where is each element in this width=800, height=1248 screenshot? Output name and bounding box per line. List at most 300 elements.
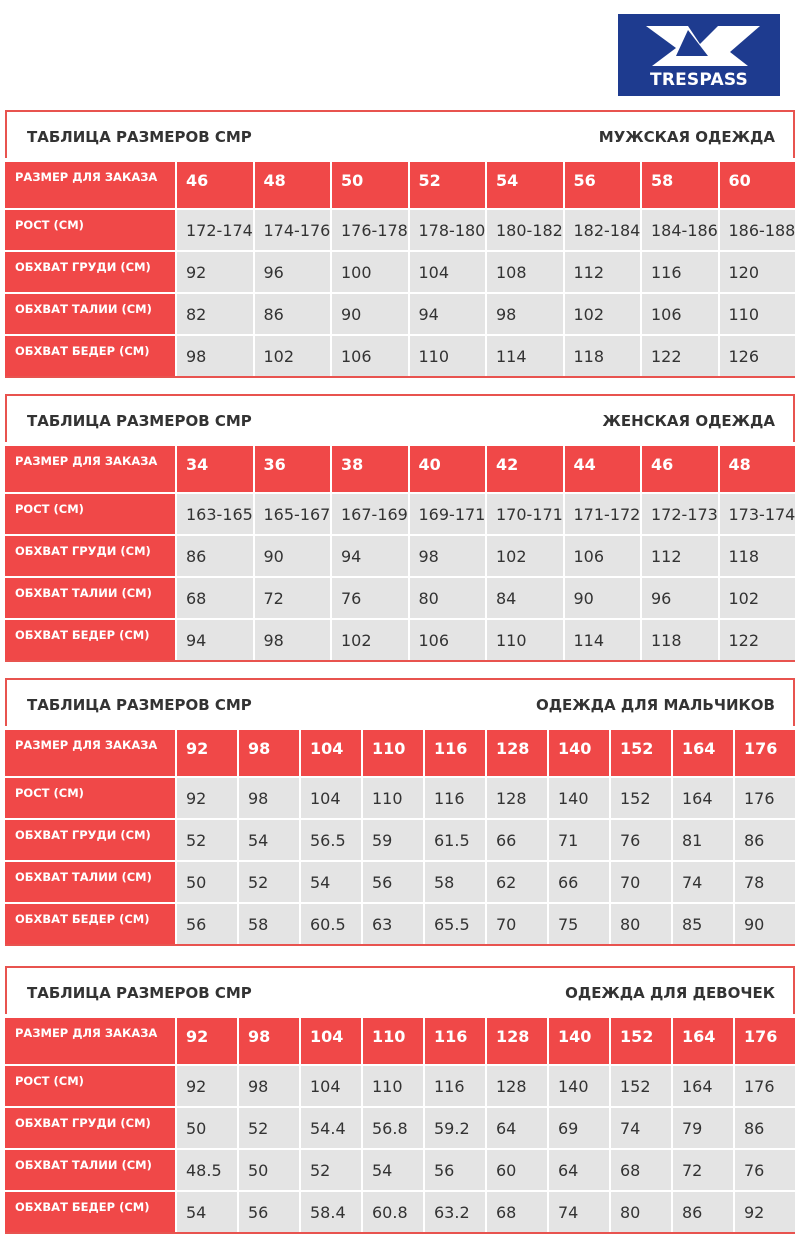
table-cell [549, 820, 609, 860]
cell-value: 112 [651, 547, 682, 566]
cell-value: 172-173 [651, 505, 718, 524]
table-cell [642, 294, 718, 334]
cell-value: 90 [744, 915, 765, 934]
table-cell [425, 1066, 485, 1106]
table-row-hips [5, 336, 795, 376]
cell-value: 102 [341, 631, 372, 650]
size-header-cell [301, 1018, 361, 1064]
cell-value: 54 [186, 1203, 207, 1222]
cell-value: 173-174 [728, 505, 796, 524]
size-table-4 [5, 966, 795, 1240]
table-cell [177, 336, 253, 376]
size-header-cell [332, 446, 408, 492]
cell-value: 64 [558, 1161, 579, 1180]
cell-value: 74 [620, 1119, 641, 1138]
cell-value: 94 [418, 305, 439, 324]
cell-value: 86 [744, 1119, 765, 1138]
table-cell [177, 904, 237, 944]
table-cell [425, 778, 485, 818]
cell-value: 63 [372, 915, 393, 934]
table-row-size [5, 162, 795, 208]
cell-value: 114 [573, 631, 605, 650]
size-header-cell [425, 730, 485, 776]
cell-value: 176 [744, 789, 775, 808]
size-table-2 [5, 394, 795, 668]
table-cell [177, 1108, 237, 1148]
row-label-height: РОСТ (СМ) [5, 1066, 175, 1106]
table-cell [410, 294, 486, 334]
table-cell [549, 1150, 609, 1190]
size-header-cell [673, 730, 733, 776]
cell-value: 102 [573, 305, 605, 324]
cell-value: 152 [620, 1077, 651, 1096]
row-label-height: РОСТ (СМ) [5, 494, 175, 534]
table-cell [425, 862, 485, 902]
table-cell [487, 294, 563, 334]
cell-value: 92 [744, 1203, 765, 1222]
cell-value: 68 [186, 589, 207, 608]
table-cell [642, 578, 718, 618]
cell-value: 40 [418, 455, 441, 474]
row-label-chest: ОБХВАТ ГРУДИ (СМ) [5, 1108, 175, 1148]
table-cell [255, 578, 331, 618]
table-cell [565, 210, 641, 250]
table-cell [410, 620, 486, 660]
cell-value: 116 [651, 263, 682, 282]
table-cell [720, 536, 796, 576]
cell-value: 164 [682, 789, 713, 808]
table-cell [611, 1108, 671, 1148]
cell-value: 92 [186, 1077, 207, 1096]
table-cell [611, 820, 671, 860]
table-cell [177, 494, 253, 534]
size-header-cell [177, 446, 253, 492]
table-row-waist [5, 578, 795, 618]
table-cell [673, 778, 733, 818]
table-row-size [5, 1018, 795, 1064]
table-cell [255, 536, 331, 576]
cell-value: 58.4 [310, 1203, 346, 1222]
cell-value: 66 [496, 831, 517, 850]
table-cell [177, 252, 253, 292]
row-label-waist: ОБХВАТ ТАЛИИ (СМ) [5, 1150, 175, 1190]
table-cell [735, 904, 795, 944]
cell-value: 98 [248, 1027, 271, 1046]
table-cell [720, 210, 796, 250]
cell-value: 110 [418, 347, 450, 366]
table-row-chest [5, 1108, 795, 1148]
table-cell [177, 778, 237, 818]
row-label-chest: ОБХВАТ ГРУДИ (СМ) [5, 536, 175, 576]
table-row-hips [5, 620, 795, 660]
size-header-cell [487, 730, 547, 776]
cell-value: 106 [651, 305, 682, 324]
cell-value: 110 [372, 1027, 406, 1046]
table-cell [332, 578, 408, 618]
size-header-cell [255, 446, 331, 492]
table-cell [301, 820, 361, 860]
table-cell [410, 336, 486, 376]
cell-value: 56.5 [310, 831, 346, 850]
table-cell [642, 536, 718, 576]
cell-value: 152 [620, 789, 651, 808]
cell-value: 70 [620, 873, 641, 892]
size-header-cell [549, 730, 609, 776]
cell-value: 74 [682, 873, 703, 892]
table-cell [487, 1150, 547, 1190]
cell-value: 46 [186, 171, 209, 190]
row-label-waist: ОБХВАТ ТАЛИИ (СМ) [5, 862, 175, 902]
cell-value: 68 [496, 1203, 517, 1222]
table-cell [549, 862, 609, 902]
table-bottom-border [5, 944, 795, 946]
cell-value: 58 [434, 873, 455, 892]
cell-value: 60.8 [372, 1203, 408, 1222]
table-header [5, 678, 795, 726]
row-label-chest: ОБХВАТ ГРУДИ (СМ) [5, 252, 175, 292]
logo-text: TRESPASS [650, 70, 748, 90]
table-bottom-border [5, 1232, 795, 1234]
table-cell [487, 820, 547, 860]
cell-value: 176 [744, 739, 778, 758]
cell-value: 118 [573, 347, 605, 366]
row-label-chest: ОБХВАТ ГРУДИ (СМ) [5, 820, 175, 860]
table-cell [611, 1150, 671, 1190]
size-header-cell [720, 162, 796, 208]
trespass-logo [618, 14, 780, 96]
cell-value: 74 [558, 1203, 579, 1222]
table-cell [363, 1108, 423, 1148]
cell-value: 76 [341, 589, 362, 608]
cell-value: 92 [186, 1027, 209, 1046]
cell-value: 38 [341, 455, 364, 474]
size-header-cell [642, 446, 718, 492]
cell-value: 171-172 [573, 505, 641, 524]
cell-value: 60.5 [310, 915, 346, 934]
cell-value: 59 [372, 831, 393, 850]
size-header-cell [177, 162, 253, 208]
cell-value: 56 [186, 915, 207, 934]
table-cell [549, 778, 609, 818]
table-title: ТАБЛИЦА РАЗМЕРОВ СМР [27, 984, 252, 1002]
table-cell [255, 210, 331, 250]
cell-value: 54 [248, 831, 269, 850]
table-cell [487, 210, 563, 250]
cell-value: 184-186 [651, 221, 718, 240]
cell-value: 110 [728, 305, 760, 324]
cell-value: 98 [248, 1077, 269, 1096]
cell-value: 92 [186, 789, 207, 808]
table-cell [425, 1150, 485, 1190]
cell-value: 90 [263, 547, 284, 566]
table-cell [239, 1066, 299, 1106]
table-cell [425, 1108, 485, 1148]
size-header-cell [255, 162, 331, 208]
table-cell [301, 778, 361, 818]
size-header-cell [410, 446, 486, 492]
cell-value: 104 [310, 789, 341, 808]
cell-value: 56 [372, 873, 393, 892]
table-row-size [5, 446, 795, 492]
table-cell [332, 294, 408, 334]
table-cell [720, 294, 796, 334]
table-cell [735, 1066, 795, 1106]
table-cell [425, 820, 485, 860]
cell-value: 56.8 [372, 1119, 408, 1138]
table-cell [177, 862, 237, 902]
cell-value: 52 [418, 171, 441, 190]
size-header-cell [611, 730, 671, 776]
table-cell [363, 862, 423, 902]
cell-value: 164 [682, 1077, 713, 1096]
cell-value: 126 [728, 347, 760, 366]
table-cell [363, 778, 423, 818]
cell-value: 170-171 [496, 505, 563, 524]
cell-value: 165-167 [263, 505, 331, 524]
table-cell [487, 578, 563, 618]
cell-value: 90 [341, 305, 362, 324]
cell-value: 54 [372, 1161, 393, 1180]
table-cell [549, 1066, 609, 1106]
cell-value: 62 [496, 873, 517, 892]
table-cell [720, 620, 796, 660]
cell-value: 65.5 [434, 915, 470, 934]
table-row-waist [5, 1150, 795, 1190]
table-row-chest [5, 820, 795, 860]
table-cell [487, 536, 563, 576]
table-cell [565, 336, 641, 376]
size-header-cell [239, 1018, 299, 1064]
cell-value: 98 [263, 631, 284, 650]
size-header-cell [425, 1018, 485, 1064]
cell-value: 82 [186, 305, 207, 324]
cell-value: 186-188 [728, 221, 796, 240]
table-cell [611, 778, 671, 818]
cell-value: 94 [341, 547, 362, 566]
cell-value: 110 [496, 631, 527, 650]
table-cell [332, 210, 408, 250]
table-cell [239, 1192, 299, 1232]
table-cell [177, 620, 253, 660]
cell-value: 152 [620, 739, 654, 758]
table-cell [642, 210, 718, 250]
cell-value: 128 [496, 789, 527, 808]
table-cell [301, 862, 361, 902]
cell-value: 75 [558, 915, 579, 934]
table-title: ТАБЛИЦА РАЗМЕРОВ СМР [27, 412, 252, 430]
cell-value: 98 [248, 739, 271, 758]
cell-value: 81 [682, 831, 703, 850]
table-row-height [5, 494, 795, 534]
table-cell [332, 252, 408, 292]
table-cell [177, 294, 253, 334]
table-cell [673, 1108, 733, 1148]
cell-value: 152 [620, 1027, 654, 1046]
cell-value: 56 [573, 171, 596, 190]
table-row-chest [5, 536, 795, 576]
cell-value: 54 [310, 873, 331, 892]
row-label-hips: ОБХВАТ БЕДЕР (СМ) [5, 620, 175, 660]
table-cell [673, 1150, 733, 1190]
size-header-cell [565, 446, 641, 492]
cell-value: 63.2 [434, 1203, 470, 1222]
table-cell [611, 1192, 671, 1232]
table-title: ТАБЛИЦА РАЗМЕРОВ СМР [27, 128, 252, 146]
size-header-cell [565, 162, 641, 208]
cell-value: 176 [744, 1027, 778, 1046]
size-header-cell [487, 162, 563, 208]
table-cell [673, 1066, 733, 1106]
table-cell [611, 1066, 671, 1106]
table-cell [177, 578, 253, 618]
cell-value: 98 [186, 347, 207, 366]
cell-value: 90 [573, 589, 594, 608]
cell-value: 50 [248, 1161, 269, 1180]
table-cell [301, 904, 361, 944]
table-cell [332, 336, 408, 376]
cell-value: 98 [496, 305, 517, 324]
cell-value: 52 [310, 1161, 331, 1180]
cell-value: 164 [682, 739, 716, 758]
table-row-chest [5, 252, 795, 292]
cell-value: 102 [496, 547, 527, 566]
cell-value: 178-180 [418, 221, 486, 240]
cell-value: 72 [263, 589, 284, 608]
table-cell [720, 578, 796, 618]
table-cell [673, 862, 733, 902]
table-row-size [5, 730, 795, 776]
table-cell [642, 620, 718, 660]
size-header-cell [735, 730, 795, 776]
table-subtitle: ЖЕНСКАЯ ОДЕЖДА [602, 412, 775, 430]
cell-value: 128 [496, 739, 530, 758]
cell-value: 58 [248, 915, 269, 934]
cell-value: 56 [434, 1161, 455, 1180]
row-label-hips: ОБХВАТ БЕДЕР (СМ) [5, 336, 175, 376]
cell-value: 78 [744, 873, 765, 892]
cell-value: 174-176 [263, 221, 331, 240]
table-cell [487, 1192, 547, 1232]
cell-value: 76 [620, 831, 641, 850]
cell-value: 128 [496, 1027, 530, 1046]
cell-value: 106 [573, 547, 605, 566]
size-table-3 [5, 678, 795, 952]
cell-value: 182-184 [573, 221, 641, 240]
size-header-cell [735, 1018, 795, 1064]
table-cell [301, 1192, 361, 1232]
cell-value: 114 [496, 347, 527, 366]
cell-value: 118 [651, 631, 682, 650]
cell-value: 79 [682, 1119, 703, 1138]
cell-value: 176-178 [341, 221, 408, 240]
table-cell [363, 1150, 423, 1190]
table-row-height [5, 778, 795, 818]
table-cell [735, 1150, 795, 1190]
cell-value: 69 [558, 1119, 579, 1138]
table-cell [735, 1108, 795, 1148]
table-cell [565, 578, 641, 618]
cell-value: 50 [341, 171, 364, 190]
cell-value: 80 [418, 589, 439, 608]
row-label-size: РАЗМЕР ДЛЯ ЗАКАЗА [5, 1018, 175, 1064]
table-bottom-border [5, 376, 795, 378]
cell-value: 84 [496, 589, 517, 608]
table-cell [565, 252, 641, 292]
table-header [5, 110, 795, 158]
table-cell [611, 862, 671, 902]
cell-value: 104 [418, 263, 450, 282]
table-cell [720, 252, 796, 292]
size-header-cell [487, 1018, 547, 1064]
table-cell [720, 494, 796, 534]
table-cell [177, 1192, 237, 1232]
size-header-cell [487, 446, 563, 492]
table-cell [487, 862, 547, 902]
table-cell [363, 904, 423, 944]
cell-value: 98 [248, 789, 269, 808]
cell-value: 96 [651, 589, 672, 608]
cell-value: 58 [651, 171, 674, 190]
cell-value: 64 [496, 1119, 517, 1138]
cell-value: 102 [263, 347, 295, 366]
cell-value: 116 [434, 789, 465, 808]
cell-value: 71 [558, 831, 579, 850]
cell-value: 110 [372, 789, 403, 808]
table-cell [735, 1192, 795, 1232]
size-header-cell [549, 1018, 609, 1064]
cell-value: 118 [728, 547, 760, 566]
cell-value: 112 [573, 263, 605, 282]
size-header-cell [177, 1018, 237, 1064]
table-cell [611, 904, 671, 944]
table-cell [487, 1108, 547, 1148]
cell-value: 34 [186, 455, 209, 474]
cell-value: 80 [620, 915, 641, 934]
cell-value: 86 [263, 305, 284, 324]
table-cell [255, 252, 331, 292]
table-cell [332, 494, 408, 534]
cell-value: 128 [496, 1077, 527, 1096]
table-cell [565, 494, 641, 534]
cell-value: 172-174 [186, 221, 253, 240]
cell-value: 96 [263, 263, 284, 282]
size-header-cell [611, 1018, 671, 1064]
size-header-cell [177, 730, 237, 776]
table-cell [487, 494, 563, 534]
table-cell [410, 494, 486, 534]
cell-value: 92 [186, 739, 209, 758]
row-label-size: РАЗМЕР ДЛЯ ЗАКАЗА [5, 730, 175, 776]
table-cell [735, 778, 795, 818]
cell-value: 108 [496, 263, 527, 282]
table-row-hips [5, 1192, 795, 1232]
table-cell [239, 904, 299, 944]
table-subtitle: ОДЕЖДА ДЛЯ ДЕВОЧЕК [565, 984, 775, 1002]
cell-value: 180-182 [496, 221, 563, 240]
cell-value: 92 [186, 263, 207, 282]
row-label-size: РАЗМЕР ДЛЯ ЗАКАЗА [5, 446, 175, 492]
table-subtitle: МУЖСКАЯ ОДЕЖДА [598, 128, 775, 146]
table-cell [177, 1066, 237, 1106]
table-header [5, 394, 795, 442]
table-cell [177, 536, 253, 576]
cell-value: 86 [186, 547, 207, 566]
cell-value: 61.5 [434, 831, 470, 850]
cell-value: 86 [744, 831, 765, 850]
table-cell [642, 336, 718, 376]
table-cell [239, 820, 299, 860]
table-cell [177, 820, 237, 860]
